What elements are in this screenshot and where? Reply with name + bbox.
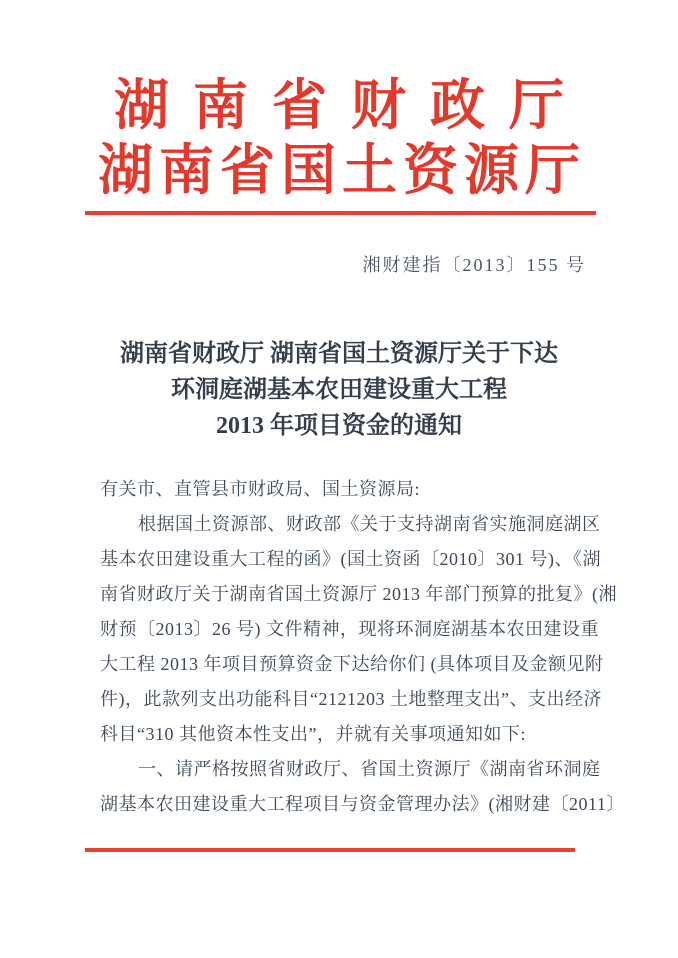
body-line: 一、请严格按照省财政厅、省国土资源厅《湖南省环洞庭 [138,759,601,779]
title-line-3: 2013 年项目资金的通知 [216,413,462,439]
title-line-1: 湖南省财政厅 湖南省国土资源厅关于下达 [120,341,558,367]
body-line: 湖基本农田建设重大工程项目与资金管理办法》(湘财建〔2011〕 [100,794,625,814]
body-line: 南省财政厅关于湖南省国土资源厅 2013 年部门预算的批复》(湘 [100,584,617,604]
body-line: 基本农田建设重大工程的函》(国土资函〔2010〕301 号)、《湖 [100,549,601,569]
title-line-2: 环洞庭湖基本农田建设重大工程 [171,377,507,403]
body-line: 财预〔2013〕26 号) 文件精神，现将环洞庭湖基本农田建设重 [100,619,599,639]
document-title [49,336,629,444]
body-line: 科目“310 其他资本性支出”，并就有关事项通知如下: [100,724,526,744]
body-salutation: 有关市、直管县市财政局、国土资源局: [100,479,420,499]
body-line: 件)，此款列支出功能科目“2121203 土地整理支出”、支出经济 [100,689,602,709]
footer-red-rule [85,848,575,852]
header-org-line-2: 湖南省国土资源厅 [97,140,586,201]
document-body [100,472,625,822]
header-red-rule [85,211,596,215]
document-number: 湘财建指〔2013〕155 号 [362,255,586,275]
body-line: 根据国土资源部、财政部《关于支持湖南省实施洞庭湖区 [138,514,601,534]
header-org-line-1: 湖南省财政厅 [113,75,588,136]
body-line: 大工程 2013 年项目预算资金下达给你们 (具体项目及金额见附 [100,654,604,674]
